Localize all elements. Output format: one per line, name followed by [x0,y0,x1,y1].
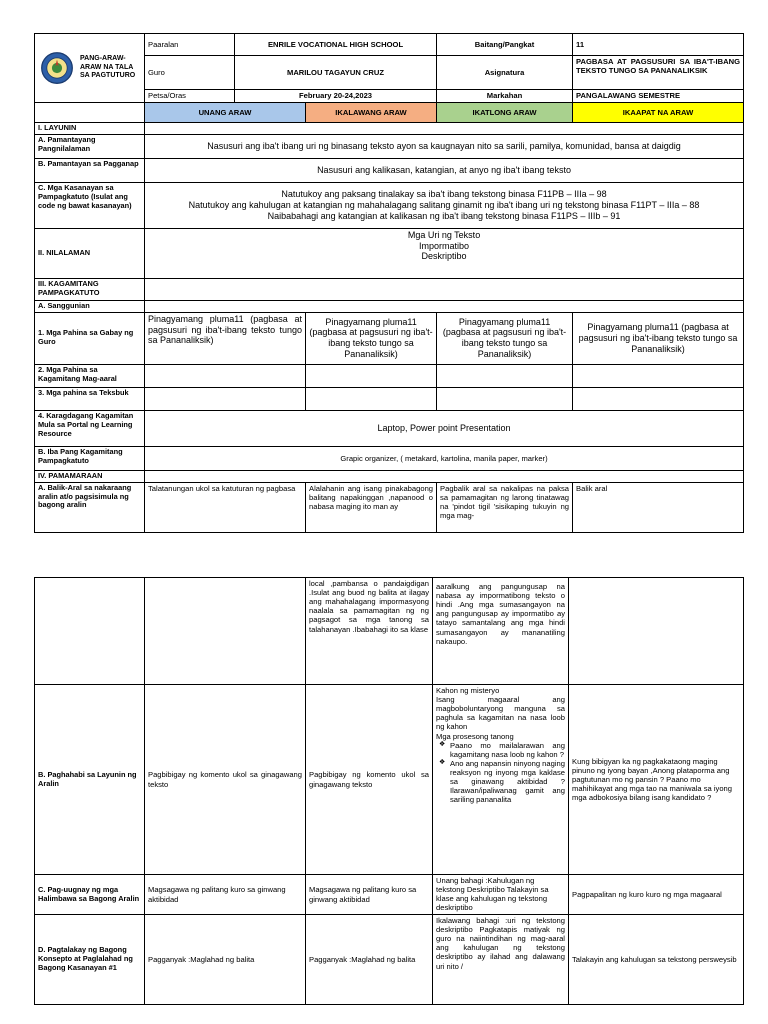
paghahabi-day3 [433,685,569,875]
pag-uugnay-label: C. Pag-uugnay ng mga Halimbawa sa Bagong Aralin [35,875,145,915]
nilalaman-item: Deskriptibo [421,251,467,262]
balik-aral-day2: Alalahanin ang isang pinakabagong balitang napakinggan ,napanood o nabasa maging ito man ay [306,482,437,532]
pamantayang-pangnilalaman: Nasusuri ang iba't ibang uri ng binasang teksto ayon sa kaugnayan nito sa sarili, pamilya, komunidad, bansa at daigdig [145,134,744,158]
pamantayan-pagganap: Nasusuri ang kalikasan, katangian, at anyo ng iba't ibang teksto [145,158,744,182]
balik-aral-day3-continued: aaralkung ang pangungusap na nabasa ay impormatibong teksto o hindi .Ang mga sumasangayon na ang pangungusap ay impormatibo ay tatayo samantalang ang mga hindi sumasangayon ay mananatiling nakaupo. [433,578,569,685]
paghahabi-day3-intro: Mga prosesong tanong [436,731,514,741]
pagtalakay-label: D. Pagtalakay ng Bagong Konsepto at Paglalahad ng Bagong Kasanayan #1 [35,915,145,1005]
balik-aral-label: A. Balik-Aral sa nakaraang aralin at/o pagsisimula ng bagong aralin [35,482,145,532]
portal-value: Laptop, Power point Presentation [145,410,744,446]
kasanayan-list [145,182,744,228]
process-question: ❖ Ano ang napansin ninyong naging reaksyon ng inyong mga kaklase sa ginawang aktibidad ?Ilarawan/ipaliwanag gamit ang sariling pananalita [450,759,565,805]
teacher-value: MARILOU TAGAYUN CRUZ [235,56,437,90]
paghahabi-day2: Pagbibigay ng komento ukol sa ginagawang teksto [306,685,433,875]
paghahabi-label: B. Paghahabi sa Layunin ng Aralin [35,685,145,875]
pamantayang-pangnilalaman-label: A. Pamantayang Pangnilalaman [35,134,145,158]
balik-aral-day4: Balik aral [573,482,744,532]
sanggunian-label: A. Sanggunian [35,300,145,312]
kasanayan-item: Natutukoy ang kahulugan at katangian ng mahahalagang salitang ginamit ng iba't ibang uri ng tekstong binasa F11PT – IIIa – 88 [188,199,700,210]
kasanayan-item: Natutukoy ang paksang tinalakay sa iba't ibang tekstong binasa F11PB – IIIa – 98 [281,189,607,200]
balik-aral-day2-continued: local ,pambansa o pandaigdigan .Isulat ang buod ng balita at ilagay ang mahahalagang impormasyong naalala sa pamamagitan ng ng pagsagot sa mga tanong sa talahanayan .Ibabahagi ito sa klase [306,578,433,685]
nilalaman-list [145,228,744,278]
magaaral-label: 2. Mga Pahina sa Kagamitang Mag-aaral [35,364,145,387]
process-question: ❖ Paano mo mailalarawan ang kagamitang nasa loob ng kahon ? [450,741,565,759]
iba-pang-value: Grapic organizer, ( metakard, kartolina, manila paper, marker) [145,446,744,470]
grade-label: Baitang/Pangkat [437,34,573,56]
kasanayan-label: C. Mga Kasanayan sa Pampagkatuto (Isulat ang code ng bawat kasanayan) [35,182,145,228]
gabay-day1: Pinagyamang pluma11 (pagbasa at pagsusuri ng iba't-ibang teksto tungo sa Pananaliksik) [145,312,306,364]
pagtalakay-day4: Talakayin ang kahulugan sa tekstong persweysib [569,915,744,1005]
iba-pang-label: B. Iba Pang Kagamitang Pampagkatuto [35,446,145,470]
process-questions-list [436,741,565,805]
school-label: Paaralan [145,34,235,56]
day-header-1: UNANG ARAW [145,103,306,123]
gabay-day3: Pinagyamang pluma11 (pagbasa at pagsusuri ng iba't-ibang teksto tungo sa Pananaliksik) [437,312,573,364]
pag-uugnay-day1: Magsagawa ng palitang kuro sa ginwang aktibidad [145,875,306,915]
nilalaman-label: II. NILALAMAN [35,228,145,278]
day-header-blank [35,103,145,123]
term-value: PANGALAWANG SEMESTRE [573,90,744,103]
paghahabi-day3-intro: Kahon ng misteryo [436,686,500,695]
gabay-day2: Pinagyamang pluma11 (pagbasa at pagsusuri ng iba't-ibang teksto tungo sa Pananaliksik) [306,312,437,364]
section-layunin: I. LAYUNIN [35,123,145,135]
pamamaraan-label: IV. PAMAMARAAN [35,470,145,482]
nilalaman-item: Impormatibo [419,240,470,251]
paghahabi-day3-intro: Isang magaaral ang magboboluntaryong manguna sa paghula sa kagamitan na nasa loob ng kahon [436,695,565,732]
day-header-3: IKATLONG ARAW [437,103,573,123]
gabay-label: 1. Mga Pahina sa Gabay ng Guro [35,312,145,364]
gabay-day4: Pinagyamang pluma11 (pagbasa at pagsusuri ng iba't-ibang teksto tungo sa Pananaliksik) [573,312,744,364]
school-seal-icon [40,51,74,85]
subject-label: Asignatura [437,56,573,90]
dll-title: PANG-ARAW-ARAW NA TALA SA PAGTUTURO [80,55,136,80]
kagamitan-label: III. KAGAMITANG PAMPAGKATUTO [35,278,145,300]
pag-uugnay-day4: Pagpapalitan ng kuro kuro ng mga magaaral [569,875,744,915]
grade-value: 11 [573,34,744,56]
school-value: ENRILE VOCATIONAL HIGH SCHOOL [235,34,437,56]
subject-value: PAGBASA AT PAGSUSURI SA IBA'T-IBANG TEKSTO TUNGO SA PANANALIKSIK [573,56,744,90]
paghahabi-day4: Kung bibigyan ka ng pagkakataong maging pinuno ng iyong bayan ,Anong plataporma ang pagtutunan mo ng pansin ? Paano mo mahihikayat ang mga tao na maniwala sa iyong mga adbokosiya bilang isang kandidato ? [569,685,744,875]
date-label: Petsa/Oras [145,90,235,103]
nilalaman-item: Mga Uri ng Teksto [407,229,481,240]
header-logo-cell [35,34,145,103]
pagtalakay-day3: Ikalawang bahagi :uri ng tekstong deskriptibo Pagkatapis matiyak ng guro na naiintindihan ng mag-aaral ang kahulugan ng tekstong deskriptibo ay ilahad ang dalawang uri nito / [433,915,569,1005]
pagtalakay-day1: Pagganyak :Maglahad ng balita [145,915,306,1005]
term-label: Markahan [437,90,573,103]
pag-uugnay-day3: Unang bahagi :Kahulugan ng tekstong Deskriptibo Talakayin sa klase ang kahulugan ng tekstong deskriptibo [433,875,569,915]
paghahabi-day1: Pagbibigay ng komento ukol sa ginagawang teksto [145,685,306,875]
day-header-4: IKAAPAT NA ARAW [573,103,744,123]
day-header-2: IKALAWANG ARAW [306,103,437,123]
pamantayan-pagganap-label: B. Pamantayan sa Pagganap [35,158,145,182]
balik-aral-day3: Pagbalik aral sa nakalipas na paksa sa pamamagitan ng larong tinatawag na 'pindot tigil 'sisikaping tukuyin ng mga mag- [437,482,573,532]
kasanayan-item: Naibabahagi ang katangian at kalikasan ng iba't ibang tekstong binasa F11PS – IIIb – 91 [267,210,621,221]
portal-label: 4. Karagdagang Kagamitan Mula sa Portal ng Learning Resource [35,410,145,446]
date-value: February 20-24,2023 [235,90,437,103]
dll-table-page2 [34,577,744,1005]
teacher-label: Guro [145,56,235,90]
pag-uugnay-day2: Magsagawa ng palitang kuro sa ginwang aktibidad [306,875,433,915]
dll-table-page1 [34,33,744,533]
pagtalakay-day2: Pagganyak :Maglahad ng balita [306,915,433,1005]
balik-aral-day1: Talatanungan ukol sa katuturan ng pagbasa [145,482,306,532]
teksbuk-label: 3. Mga pahina sa Teksbuk [35,387,145,410]
